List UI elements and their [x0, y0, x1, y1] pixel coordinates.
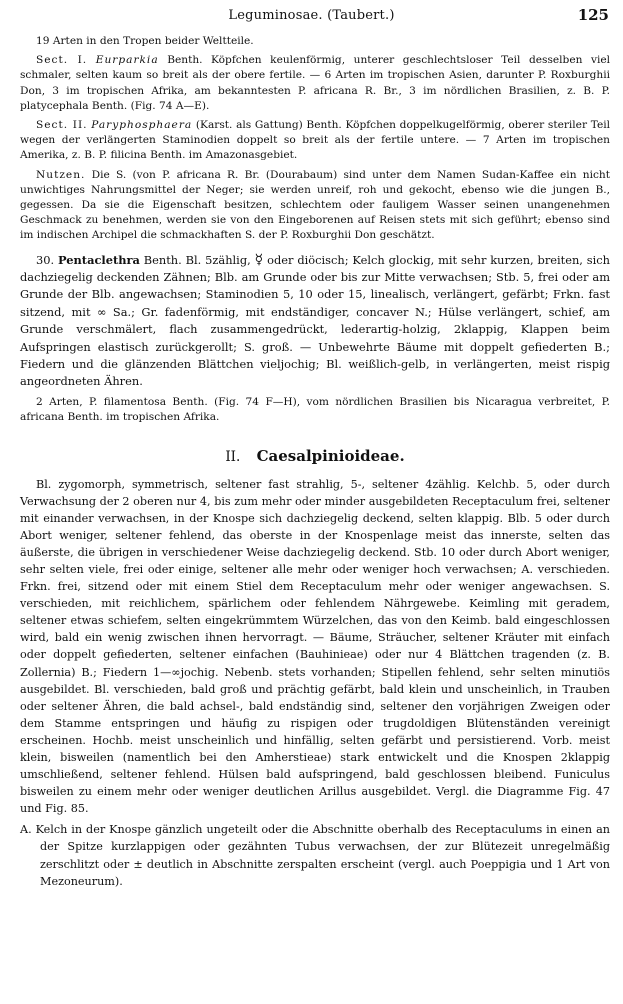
genus-text-a: Benth. Bl. 5zählig,: [143, 252, 251, 267]
subfamily-number: II.: [225, 449, 241, 466]
section-name: Eurparkia: [95, 54, 159, 67]
genus-name: Pentaclethra: [58, 252, 140, 267]
subfamily-heading: [20, 449, 610, 465]
paragraph-sect-1: [20, 53, 610, 114]
key-item-text: Kelch in der Knospe gänzlich ungeteilt oder die Abschnitte oberhalb des Receptaculums in einen an der Spitze kurzlappigen oder gezähnten Tubus verwachsen, der zur Blütezeit unregelmäßig zerschlitzt oder ± deutlich in Abschnitte zerspalten erscheint (vergl. auch Poeppigia und 1 Art von Mezoneurum).: [35, 823, 610, 888]
page-number: 125: [577, 6, 609, 24]
page-body: [20, 34, 610, 894]
paragraph-nutzen: [20, 168, 610, 244]
subfamily-name: Caesalpinioideae.: [256, 447, 405, 466]
subfamily-description: Bl. zygomorph, symmetrisch, seltener fast strahlig, 5-, seltener 4zählig. Kelchb. 5, oder durch Verwachsung der 2 oberen nur 4, bis zum mehr oder minder ausgebildeten Receptaculum frei, seltener mit einander verwachsen, in der Knospe sich dachziegelig deckend, selten klappig. Blb. 5 oder durch Abort weniger, seltener fehlend, das oberste in der Knospenlage meist das innerste, selten das äußerste, die übrigen in verschiedener Weise dachziegelig deckend. Stb. 10 oder durch Abort weniger, sehr selten viele, frei oder einige, seltener alle mehr oder weniger hoch verwachsen; A. verschieden. Frkn. frei, sitzend oder mit einem Stiel dem Receptaculum mehr oder weniger angewachsen. S. verschieden, mit reichlichem, spärlichem oder fehlendem Nährgewebe. Keimling mit geradem, seltener etwas schiefem, selten eingekrümmtem Würzelchen, das von den Keimb. bald eingeschlossen wird, bald ein wenig zwischen ihnen hervorragt. — Bäume, Sträucher, seltener Kräuter mit einfach oder doppelt gefiederten, seltener einfachen (Bauhinieae) oder nur 4 Blättchen tragenden (z. B. Zollernia) B.; Fiedern 1—∞jochig. Nebenb. stets vorhanden; Stipellen fehlend, sehr selten minutiös ausgebildet. Bl. verschieden, bald groß und prächtig gefärbt, bald klein und unscheinlich, in Trauben oder seltener Ähren, die bald achsel-, bald endständig sind, seltener den vorjährigen Zweigen oder dem Stamme entspringen und häufig zu rispigen oder trugdoldigen Blütenständen vereinigt erscheinen. Hochb. meist unscheinlich und hinfällig, selten gefärbt und persistierend. Vorb. meist klein, bisweilen (namentlich bei den Amherstieae) stark entwickelt und die Knospen 2klappig umschließend, seltener fehlend. Hülsen bald aufspringend, bald geschlossen bleibend. Funiculus bisweilen zu einem mehr oder weniger deutlichen Arillus ausgebildet. Vergl. die Diagramme Fig. 47 und Fig. 85.: [20, 477, 610, 816]
hermaphrodite-symbol-icon: ☿: [254, 251, 264, 268]
paragraph-species-count: 19 Arten in den Tropen beider Weltteile.: [36, 35, 254, 47]
section-name: Paryphosphaera: [91, 119, 193, 132]
section-text: (Karst. als Gattung) Benth. Köpfchen doppelkugelförmig, oberer steriler Teil wegen der verlängerten Staminodien doppelt so breit als der fertile untere. — 7 Arten im tropischen Amerika, z. B. P. filicina Benth. im Amazonasgebiet.: [20, 119, 610, 162]
section-text: Benth. Köpfchen keulenförmig, unterer geschlechtsloser Teil desselben viel schmaler, selten kaum so breit als der obere fertile. — 6 Arten im tropischen Asien, darunter P. Roxburghii Don, 3 im tropischen Afrika, am bekanntesten P. africana R. Br., 3 im nördlichen Brasilien, z. B. P. platycephala Benth. (Fig. 74 A—E).: [20, 54, 611, 112]
genus-text-b: oder diöcisch; Kelch glockig, mit sehr kurzen, breiten, sich dachziegelig deckenden Zähnen; Blb. am Grunde oder bis zur Mitte verwachsen; Stb. 5, frei oder am Grunde der Blb. angewachsen; Staminodien 5, 10 oder 15, linealisch, verlängert, gefärbt; Frkn. fast sitzend, mit ∞ Sa.; Gr. fadenförmig, mit endständiger, concaver N.; Hülse verlängert, schief, am Grunde verschmälert, flach zusammengedrückt, lederartig-holzig, 2klappig, Klappen beim Aufspringen elastisch zurückgerollt; S. groß. — Unbewehrte Bäume mit doppelt gefiederten B.; Fiedern und die glänzenden Blättchen vieljochig; Bl. weißlich-gelb, in verlängerten, meist rispig angeordneten Ähren.: [20, 252, 611, 389]
section-label: Sect. I.: [36, 54, 88, 67]
running-header: [0, 6, 623, 26]
key-item-label: A.: [20, 823, 32, 837]
nutzen-text: Die S. (von P. africana R. Br. (Dourabaum) sind unter dem Namen Sudan-Kaffee ein nicht unwichtiges Nahrungsmittel der Neger; sie werden unreif, roh und gekocht, ebenso wie die jungen B., gegessen. Da sie die Eigenschaft besitzen, schlechtem oder fauligem Wasser seinen unangenehmen Geschmack zu benehmen, werden sie von den Eingeborenen auf Reisen stets mit sich geführt; ebenso sind im indischen Archipel die schmackhaften S. der P. Roxburghii Don geschätzt.: [20, 168, 610, 242]
paragraph-sect-2: [20, 118, 610, 164]
nutzen-label: Nutzen.: [36, 168, 86, 181]
paragraph-species-distribution: 2 Arten, P. filamentosa Benth. (Fig. 74 F—H), vom nördlichen Brasilien bis Nicaragua verbreitet, P. africana Benth. im tropischen Afrika.: [20, 395, 610, 424]
genus-number: 30.: [36, 252, 55, 267]
running-title: Leguminosae. (Taubert.): [228, 8, 395, 23]
paragraph-genus-pentaclethra: [20, 252, 610, 391]
key-item-a: [20, 821, 610, 889]
section-label: Sect. II.: [36, 119, 88, 132]
